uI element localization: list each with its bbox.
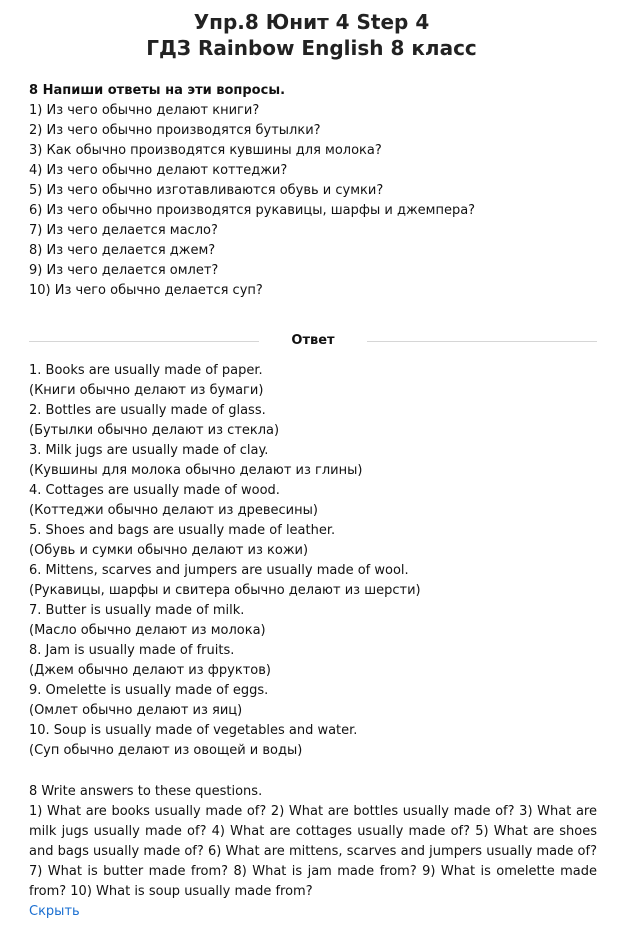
answer-item: 7. Butter is usually made of milk.: [29, 603, 245, 618]
question-item: 10) Из чего обычно делается суп?: [29, 283, 263, 298]
question-item: 1) Из чего обычно делают книги?: [29, 103, 260, 118]
answer-translation: (Джем обычно делают из фруктов): [29, 663, 271, 678]
answer-item: 5. Shoes and bags are usually made of leather.: [29, 523, 336, 538]
question-item: 6) Из чего обычно производятся рукавицы, шарфы и джемпера?: [29, 203, 476, 218]
original-task-section: [29, 782, 597, 922]
question-item: 4) Из чего обычно делают коттеджи?: [29, 163, 288, 178]
answer-item: 8. Jam is usually made of fruits.: [29, 643, 235, 658]
page-title: Упр.8 Юнит 4 Step 4: [193, 10, 430, 34]
answer-translation: (Рукавицы, шарфы и свитера обычно делают из шерсти): [29, 583, 421, 598]
answers-section: [29, 361, 599, 761]
answer-divider: [29, 331, 597, 351]
answer-translation: (Масло обычно делают из молока): [29, 623, 266, 638]
answer-translation: (Бутылки обычно делают из стекла): [29, 423, 280, 438]
questions-heading: 8 Напиши ответы на эти вопросы.: [29, 83, 286, 98]
hide-link[interactable]: Скрыть: [29, 904, 80, 919]
answer-item: 6. Mittens, scarves and jumpers are usually made of wool.: [29, 563, 409, 578]
question-item: 8) Из чего делается джем?: [29, 243, 216, 258]
question-item: 5) Из чего обычно изготавливаются обувь и сумки?: [29, 183, 384, 198]
question-item: 9) Из чего делается омлет?: [29, 263, 219, 278]
answer-item: 9. Omelette is usually made of eggs.: [29, 683, 269, 698]
answer-translation: (Книги обычно делают из бумаги): [29, 383, 264, 398]
answer-translation: (Омлет обычно делают из яиц): [29, 703, 243, 718]
answer-item: 4. Cottages are usually made of wood.: [29, 483, 280, 498]
original-task-heading: 8 Write answers to these questions.: [29, 784, 263, 799]
question-item: 7) Из чего делается масло?: [29, 223, 218, 238]
answer-item: 1. Books are usually made of paper.: [29, 363, 263, 378]
answer-item: 2. Bottles are usually made of glass.: [29, 403, 266, 418]
question-item: 3) Как обычно производятся кувшины для молока?: [29, 143, 382, 158]
questions-section: [29, 81, 599, 301]
answer-translation: (Обувь и сумки обычно делают из кожи): [29, 543, 309, 558]
answer-translation: (Суп обычно делают из овощей и воды): [29, 743, 303, 758]
answer-translation: (Коттеджи обычно делают из древесины): [29, 503, 318, 518]
answer-translation: (Кувшины для молока обычно делают из глины): [29, 463, 363, 478]
answer-item: 10. Soup is usually made of vegetables and water.: [29, 723, 358, 738]
original-task-text: 1) What are books usually made of? 2) What are bottles usually made of? 3) What are milk jugs usually made of? 4) What are cottages usually made of? 5) What are shoes and bags usually made of? 6) What are mittens, scarves and jumpers usually made of? 7) What is butter made from? 8) What is jam made from? 9) What is omelette made from? 10) What is soup usually made from?: [29, 804, 597, 899]
page-subtitle: ГДЗ Rainbow English 8 класс: [146, 36, 477, 60]
answer-heading: Ответ: [291, 333, 335, 348]
question-item: 2) Из чего обычно производятся бутылки?: [29, 123, 321, 138]
answer-item: 3. Milk jugs are usually made of clay.: [29, 443, 269, 458]
